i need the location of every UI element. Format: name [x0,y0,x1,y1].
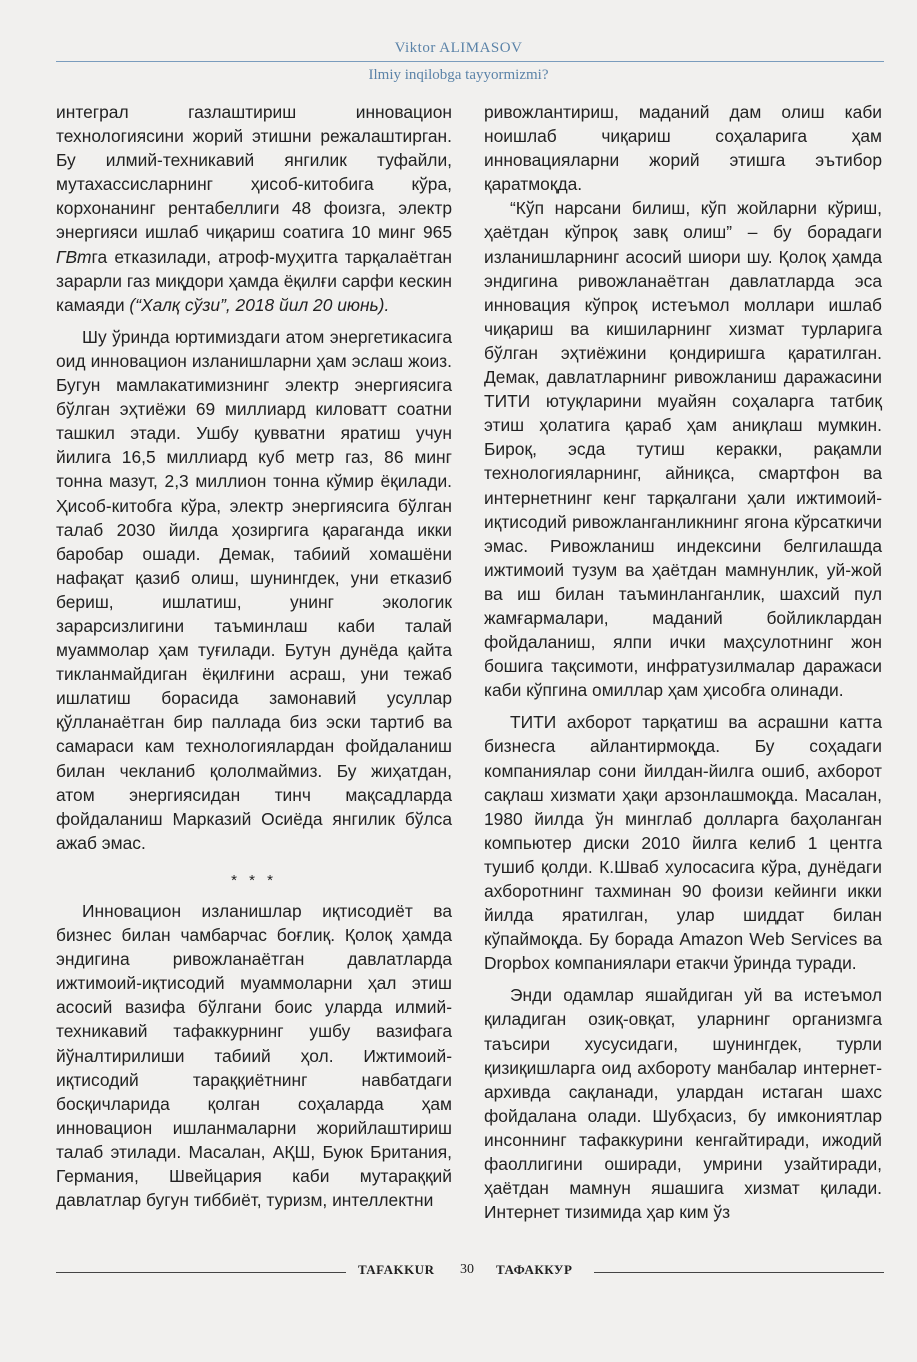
header-article-title: Ilmiy inqilobga tayyormizmi? [368,67,549,83]
paragraph: “Кўп нарсани билиш, кўп жойларни кўриш, ҳаётдан кўпроқ завқ олиш” – бу борадаги изланишларнинг асосий шиори шу. Қолоқ ҳамда эндигина ривожланаётган давлатларда эса инновация кўпроқ истеъмол моллари ишлаб чиқариш ва кишиларнинг хизмат турларига бўлган эҳтиёжини қондиришга қаратилган. Демак, давлатларнинг ривожланиш даражасини ТИТИ ютуқларини муайян соҳаларга татбиқ этиш ҳолатига қараб ҳам аниқлаш мумкин. Бироқ, эсда тутиш керакки, рақамли технологияларнинг, айниқса, смартфон ва интернетнинг кенг тарқалгани ҳали ижтимоий-иқтисодий ривожланганликнинг ягона кўрсаткичи эмас. Ривожланиш индексини белгилашда ижтимоий тузум ва ҳаётдан мамнунлик, уй-жой ва иш билан таъминланганлик, шахсий пул жамғармалари, маданий бойликлардан фойдаланиш, ялпи ички маҳсулотнинг жон бошига тақсимоти, инфратузилмалар даражаси каби кўпгина омиллар ҳам ҳисобга олинади. [484,198,882,701]
paragraph-text: интеграл газлаштириш инновацион технологиясини жорий этишни режалаштирган. Бу илмий-техникавий янгилик туфайли, мутахассисларнинг ҳисоб-китобига кўра, корхонанинг рентабеллиги 48 фоизга, электр энергияси ишлаб чиқариш соатига 10 минг 965 [56,102,452,243]
page-footer [56,1262,884,1282]
paragraph-text: га етказилади, атроф-муҳитга тарқалаётган зарарли газ миқдори ҳамда ёқилғи сарфи кескин камаяди [56,246,452,315]
paragraph: Энди одамлар яшайдиган уй ва истеъмол қиладиган озиқ-овқат, уларнинг организмга таъсири хусусидаги, шунингдек, турли қизиқишларга оид ахбороту манбалар интернет-архивда сақланади, улардан истаган шахс фойдалана олади. Шубҳасиз, бу имкониятлар инсоннинг тафаккурини кенгайтиради, ижодий фаоллигини оширади, умрини узайтиради, ҳаётдан мамнун яшашига хизмат қилади. Интернет тизимида ҳар ким ўз [484,985,882,1223]
paragraph [56,100,452,317]
right-column [484,100,882,1224]
paragraph: ТИТИ ахборот тарқатиш ва асрашни катта бизнесга айлантирмоқда. Бу соҳадаги компаниялар сони йилдан-йилга ошиб, ахборот сақлаш хизмати ҳақи арзонлашмоқда. Масалан, 1980 йилда ўн минглаб долларга баҳоланган компьютер диски 2010 йилга келиб 1 центга тушиб қолди. К.Шваб хулосасига кўра, дунёдаги ахборотнинг тахминан 90 фоизи кейинги икки йилда яратилган, улар шиддат билан кўпаймоқда. Бу борада Amazon Web Services ва Dropbox компаниялари етакчи ўринда туради. [484,712,882,974]
paragraph: Шу ўринда юртимиздаги атом энергетикасига оид инновацион изланишларни ҳам эслаш жоиз. Бугун мамлакатимизнинг электр энергиясига бўлган эҳтиёжи 69 миллиард киловатт соатни ташкил этади. Ушбу қувватни яратиш учун йилига 16,5 миллиард куб метр газ, 86 минг тонна мазут, 2,3 миллион тонна кўмир ёқилади. Ҳисоб-китобга кўра, электр энергиясига бўлган талаб 2030 йилда ҳозиргига қараганда икки баробар ошади. Демак, табиий хомашёни нафақат қазиб олиш, шунингдек, уни етказиб бериш, ишлатиш, унинг экологик зарарсизлигини таъминлаш каби талай муаммолар ҳам туғилади. Бутун дунёда қайта тикланмайдиган ёқилғини асраш, уни тежаб ишлатиш борасида замонавий усуллар қўлланаётган бир паллада биз эски тартиб ва самараси кам технологиялардан фойдаланиш билан чекланиб қололмаймиз. Бу жиҳатдан, атом энергиясидан тинч мақсадларда фойдаланиш Марказий Осиёда янгилик бўлса ажаб эмас. [56,326,452,853]
paragraph: Инновацион изланишлар иқтисодиёт ва бизнес билан чамбарчас боғлиқ. Қолоқ ҳамда эндигина ривожланаётган давлатларда ижтимоий-иқтисодий муаммоларни ҳал этиш асосий вазифа бўлгани боис уларда илмий-техникавий тафаккурнинг ушбу вазифага йўналтирилиши табиий ҳол. Ижтимоий-иқтисодий тараққиётнинг навбатдаги босқичларида қолган соҳаларда ҳам инновацион ишланмаларни жорийлаштириш талаб этилади. Масалан, АҚШ, Буюк Британия, Германия, Швейцария каби мутараққий давлатлар бугун тиббиёт, туризм, интеллектни [56,901,452,1211]
unit-text: ГВт [56,246,92,267]
footer-rule-left [56,1272,346,1273]
source-citation: (“Халқ сўзи”, 2018 йил 20 июнь). [129,294,390,315]
header-author: Viktor ALIMASOV [394,40,523,56]
page-number: 30 [460,1262,474,1277]
footer-journal-latin: TAFAKKUR [358,1262,435,1277]
running-header [0,38,917,85]
paragraph: ривожлантириш, маданий дам олиш каби ноишлаб чиқариш соҳаларига ҳам инновацияларни жорий этишга эътибор қаратмоқда. [484,102,882,195]
footer-rule-right [594,1272,884,1273]
header-rule [56,61,884,62]
section-separator: * * * [231,871,277,889]
footer-journal-cyrillic: ТАФАККУР [496,1262,573,1277]
left-column [56,100,452,1212]
